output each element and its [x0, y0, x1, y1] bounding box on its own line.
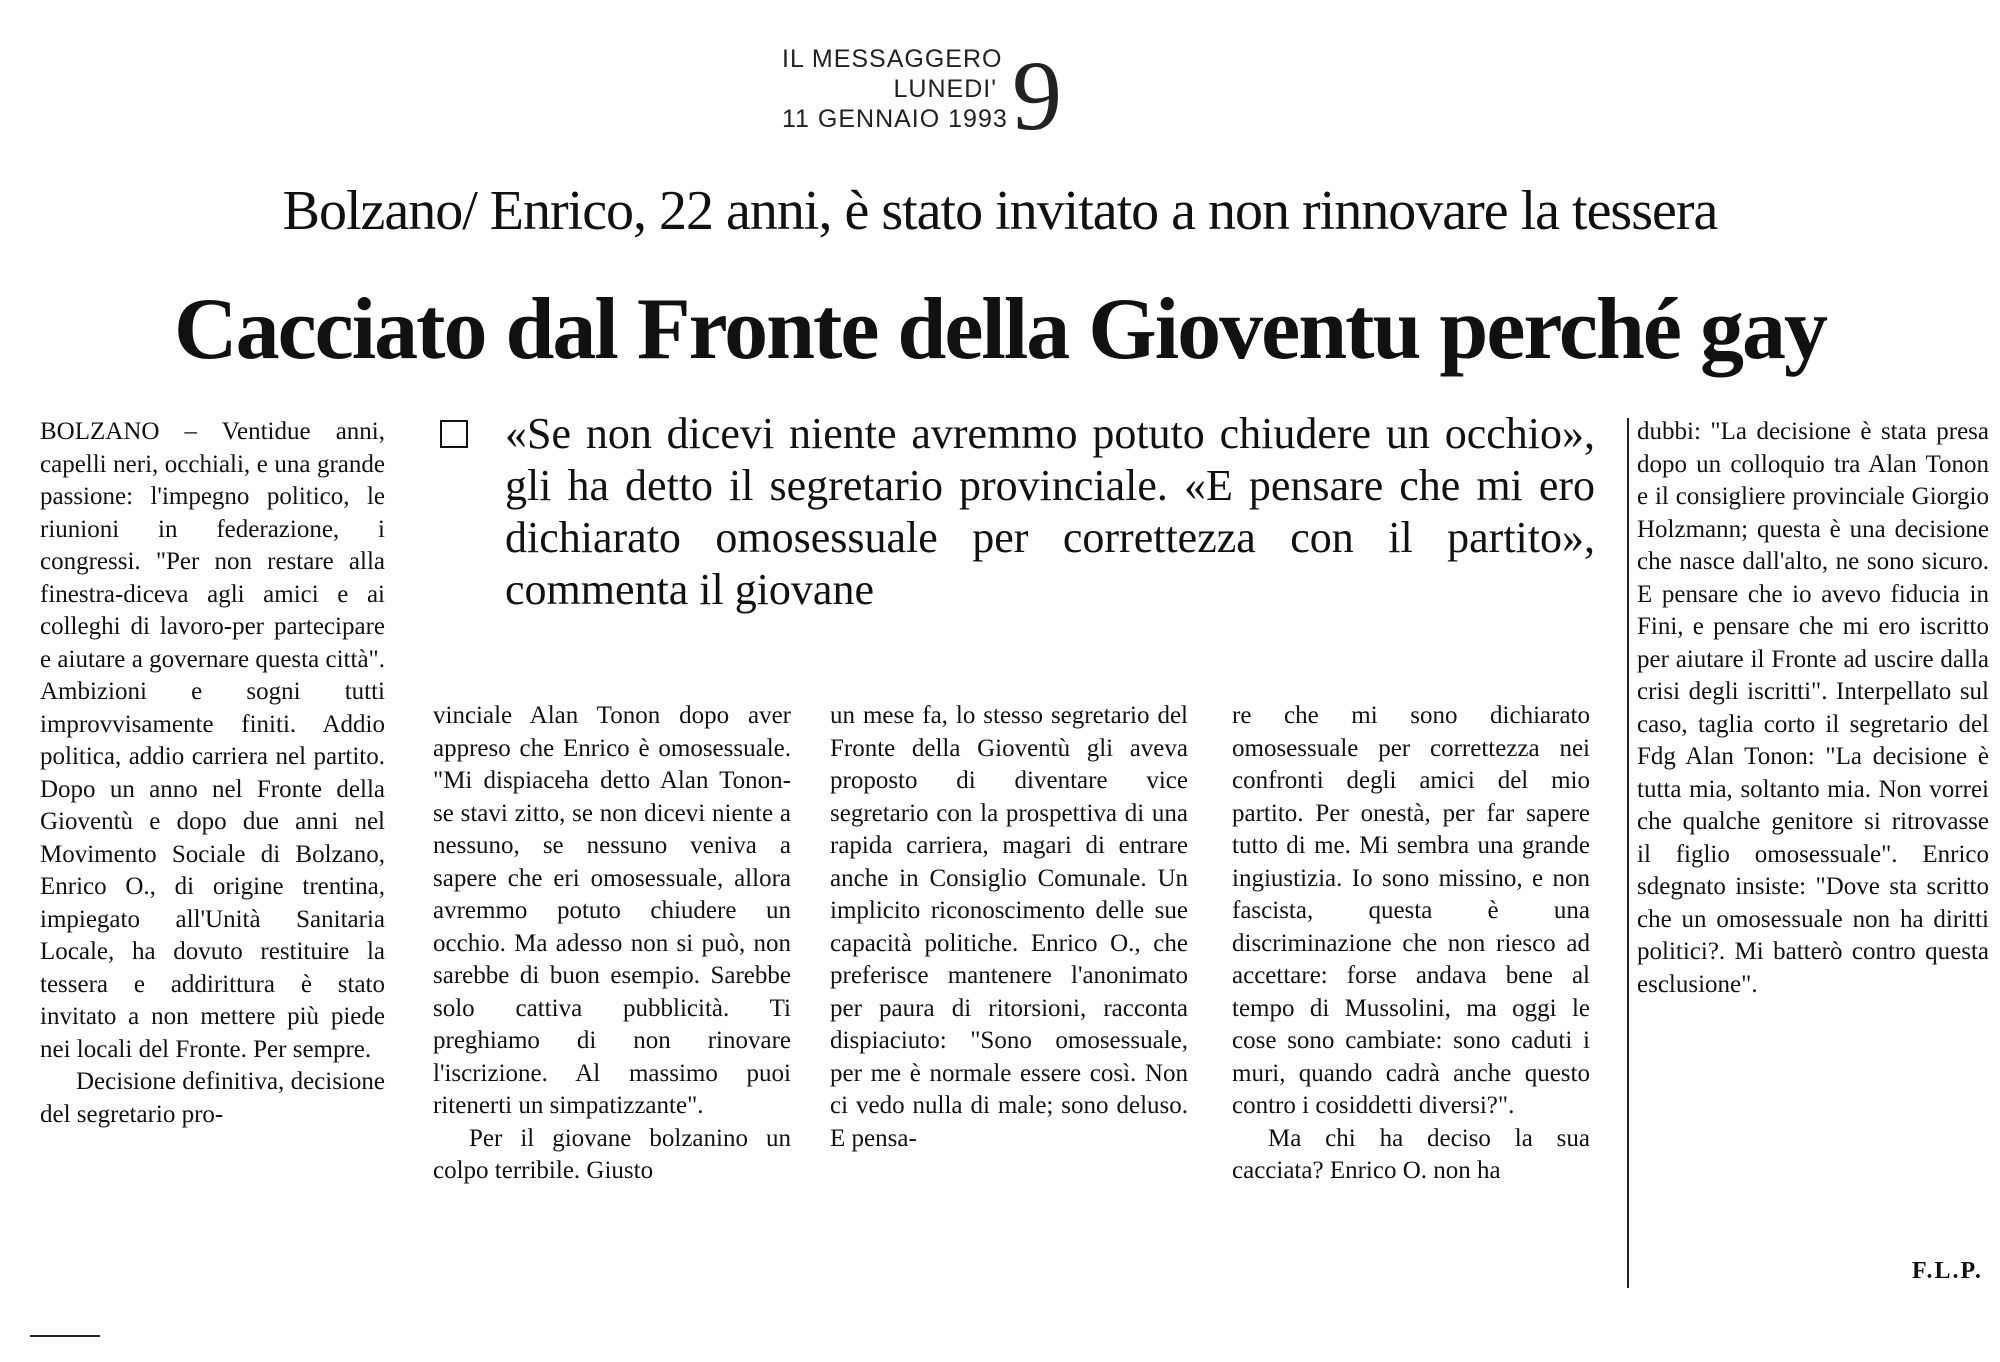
headline: Cacciato dal Fronte della Gioventu perché gay — [174, 281, 1826, 378]
kicker: Bolzano/ Enrico, 22 anni, è stato invitato a non rinnovare la tessera — [282, 180, 1718, 242]
author-signature: F.L.P. — [1912, 1258, 1983, 1284]
column-paragraph: Per il giovane bolzanino un colpo terribile. Giusto — [433, 1124, 791, 1184]
publication-date: 11 GENNAIO 1993 — [782, 105, 1008, 133]
article-column-2 — [433, 700, 791, 1188]
column-divider — [1627, 418, 1629, 1288]
article-column-3 — [830, 700, 1188, 1155]
column-paragraph: un mese fa, lo stesso segretario del Fronte della Gioventù gli aveva proposto di diventare vice segretario con la prospettiva di una rapida carriera, magari di entrare anche in Consiglio Comunale. Un implicito riconoscimento delle sue capacità politiche. Enrico O., che preferisce mantenere l'anonimato per paura di ritorsioni, racconta dispiaciuto: "Sono omosessuale, per me è normale essere così. Non ci vedo nulla di male; sono deluso. E pensa- — [830, 702, 1188, 1152]
article-column-4 — [1232, 700, 1590, 1188]
pull-quote: «Se non dicevi niente avremmo potuto chiudere un occhio», gli ha detto il segretario provinciale. «E pensare che mi ero dichiarato omosessuale per correttezza con il partito», commenta il giovane — [505, 409, 1595, 614]
masthead — [782, 44, 1008, 134]
weekday: LUNEDI' — [893, 75, 997, 103]
bottom-rule — [30, 1335, 100, 1337]
article-column-1 — [40, 416, 385, 1131]
quote-box-icon — [440, 420, 468, 448]
column-paragraph: vinciale Alan Tonon dopo aver appreso che Enrico è omosessuale. "Mi dispiaceha detto Alan Tonon-se stavi zitto, se non dicevi niente a nessuno, se nessuno veniva a sapere che eri omosessuale, allora avremmo potuto chiudere un occhio. Ma adesso non si può, non sarebbe di buon esempio. Sarebbe solo cattiva pubblicità. Ti preghiamo di non rinovare l'iscrizione. Al massimo puoi ritenerti un simpatizzante". — [433, 702, 791, 1119]
article-column-5 — [1637, 416, 1989, 1001]
newspaper-name: IL MESSAGGERO — [782, 45, 1003, 73]
column-paragraph: BOLZANO – Ventidue anni, capelli neri, occhiali, e una grande passione: l'impegno politico, le riunioni in federazione, i congressi. "Per non restare alla finestra-diceva agli amici e ai colleghi di lavoro-per partecipare e aiutare a governare questa città". Ambizioni e sogni tutti improvvisamente finiti. Addio politica, addio carriera nel partito. Dopo un anno nel Fronte della Gioventù e dopo due anni nel Movimento Sociale di Bolzano, Enrico O., di origine trentina, impiegato all'Unità Sanitaria Locale, ha dovuto restituire la tessera e addirittura è stato invitato a non mettere più piede nei locali del Fronte. Per sempre. — [40, 418, 385, 1063]
page-number: 9 — [1012, 40, 1062, 151]
column-paragraph: dubbi: "La decisione è stata presa dopo un colloquio tra Alan Tonon e il consigliere provinciale Giorgio Holzmann; questa è una decisione che nasce dall'alto, ne sono sicuro. E pensare che io avevo fiducia in Fini, e pensare che mi ero iscritto per aiutare il Fronte ad uscire dalla crisi degli iscritti". Interpellato sul caso, taglia corto il segretario del Fdg Alan Tonon: "La decisione è tutta mia, soltanto mia. Non vorrei che qualche genitore si ritrovasse il figlio omosessuale". Enrico sdegnato insiste: "Dove sta scritto che un omosessuale non ha diritti politici?. Mi batterò contro questa esclusione". — [1637, 418, 1989, 998]
column-paragraph: re che mi sono dichiarato omosessuale per correttezza nei confronti degli amici del mio partito. Per onestà, per far sapere tutto di me. Mi sembra una grande ingiustizia. Io sono missino, e non fascista, questa è una discriminazione che non riesco ad accettare: forse andava bene al tempo di Mussolini, ma oggi le cose sono cambiate: sono caduti i muri, quando cadrà anche questo contro i cosiddetti diversi?". — [1232, 702, 1590, 1119]
column-paragraph: Ma chi ha deciso la sua cacciata? Enrico O. non ha — [1232, 1124, 1590, 1184]
column-paragraph: Decisione definitiva, decisione del segretario pro- — [40, 1068, 385, 1128]
